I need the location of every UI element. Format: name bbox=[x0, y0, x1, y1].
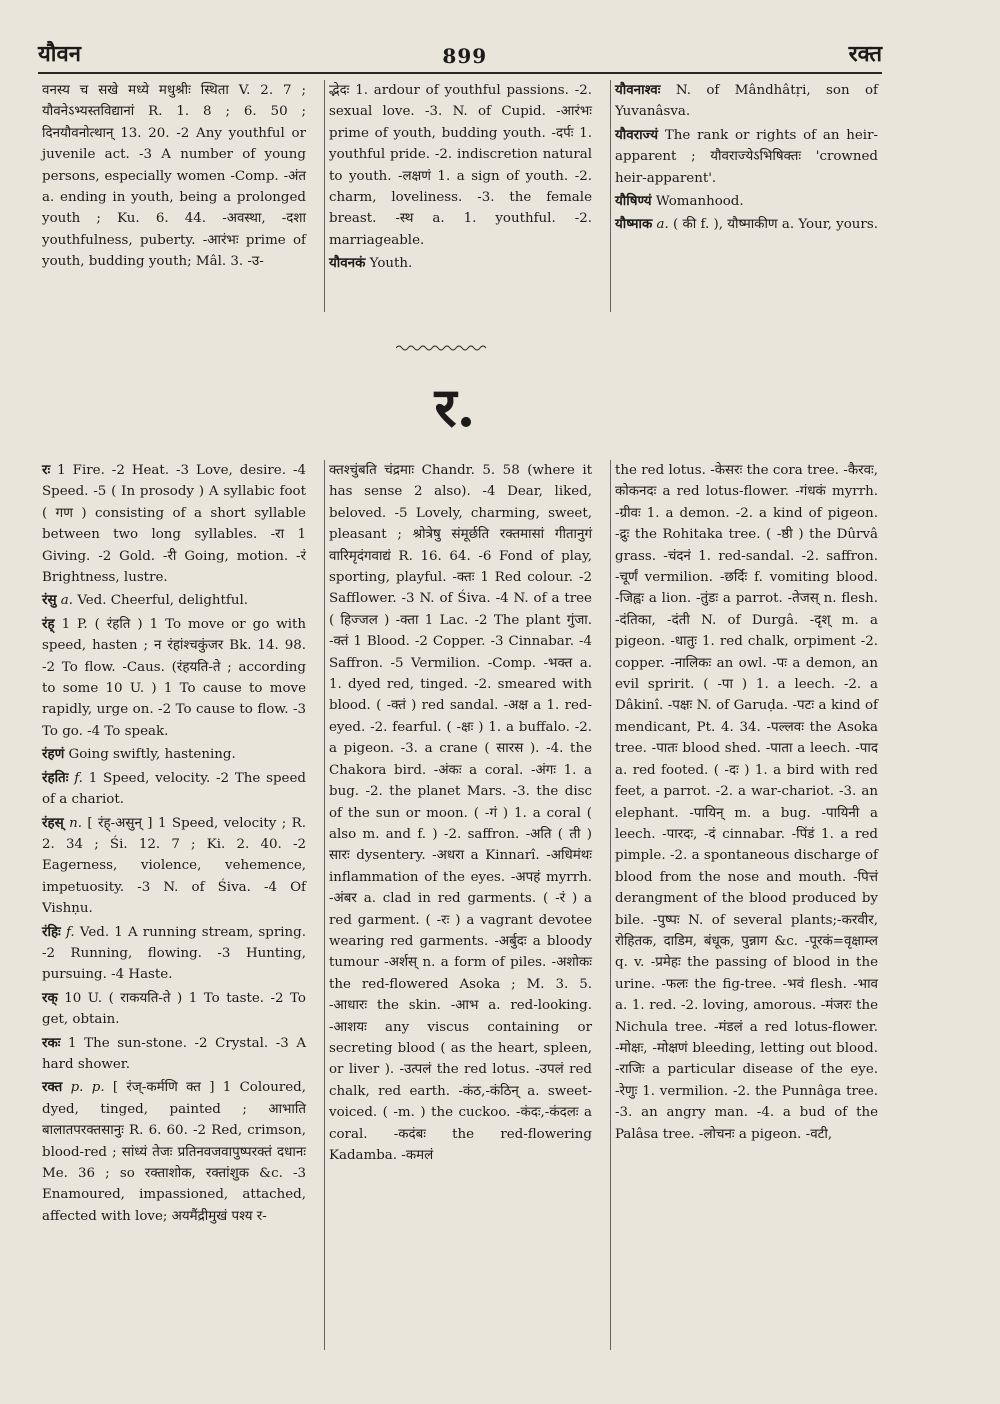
wavy-section-rule bbox=[396, 344, 488, 352]
dictionary-entry: रंहणं Going swiftly, hastening. bbox=[42, 746, 236, 763]
dictionary-entry: रंहस् n. [ रंह्-असुन् ] 1 Speed, velocity ; R. 2. 34 ; Śi. 12. 7 ; Ki. 2. 40. -2 Eagerness, violence, vehemence, impetuosity. -3 N. of Śiva. -4 Of Vishṇu. bbox=[42, 814, 306, 917]
entry-headword: रंहस् bbox=[42, 814, 64, 831]
dictionary-entry: रंहिः f. Ved. 1 A running stream, spring. -2 Running, flowing. -3 Hunting, pursuing. -4 Haste. bbox=[42, 923, 307, 983]
top-column-2 bbox=[324, 80, 596, 312]
dictionary-entry: यौवनाश्वः N. of Mândhâtṛi, son of Yuvanâsva. bbox=[615, 82, 878, 120]
entry-headword: रक्त bbox=[42, 1079, 63, 1096]
dictionary-entry: रक्त p. p. [ रंज्-कर्मणि क्त ] 1 Coloured, dyed, tinged, painted ; आभाति बालातपरक्तसानुः R. 6. 60. -2 Red, crimson, blood-red ; सांध्यं तेजः प्रतिनवजवापुष्परक्तं दधानः Me. 36 ; so रक्ताशोक, रक्तांशुक &c. -3 Enamoured, impassioned, attached, affected with love; अयमैंद्रीमुखं पश्य र- bbox=[42, 1079, 306, 1224]
entry-headword: रंसु bbox=[42, 592, 57, 609]
dictionary-entry: रंसु a. Ved. Cheerful, delightful. bbox=[42, 592, 249, 609]
entry-headword: यौवनाश्वः bbox=[615, 82, 661, 98]
dictionary-entry: रंह् 1 P. ( रंहति ) 1 To move or go with speed, hasten ; न रंहांश्चकुंजर Bk. 14. 98. -2 To flow. -Caus. (रंहयति-ते ; according to some 10 U. ) 1 To cause to move rapidly, urge on. -2 To cause to flow. -3 To go. -4 To speak. bbox=[42, 615, 306, 739]
entry-headword: रंह् bbox=[42, 615, 55, 632]
dictionary-entry: the red lotus. -केसरः the cora tree. -कैरवः, कोकनदः a red lotus-flower. -गंधकं myrrh. -ग्रीवः 1. a demon. -2. a kind of pigeon. -द्रुः the Rohitaka tree. ( -ष्ठी ) the Dûrvâ grass. -चंदनं 1. red-sandal. -2. saffron. -चूर्णं vermilion. -छर्दिः f. vomiting blood. -जिह्वः a lion. -तुंडः a parrot. -तेजस् n. flesh. -दंतिका, -दंती N. of Durgâ. -दृश् m. a pigeon. -धातुः 1. red chalk, orpiment -2. copper. -नालिकः an owl. -पः a demon, an evil spririt. ( -पा ) 1. a leech. -2. a Dâkinî. -पक्षः N. of Garuḍa. -पटः a kind of mendicant, Pt. 4. 34. -पल्लवः the Asoka tree. -पातः blood shed. -पाता a leech. -पाद a. red footed. ( -दः ) 1. a bird with red feet, a parrot. -2. a war-chariot. -3. an elephant. -पायिन् m. a bug. -पायिनी a leech. -पारदः, -दं cinnabar. -पिंडं 1. a red pimple. -2. a spontaneous discharge of blood from the nose and mouth. -पित्तं derangment of the blood produced by bile. -पुष्पः N. of several plants;-करवीर, रोहितक, दाडिम, बंधूक, पुन्नाग &c. -पूरकं=वृक्षाम्ल q. v. -प्रमेहः the passing of blood in the urine. -फलः the fig-tree. -भवं flesh. -भाव a. 1. red. -2. loving, amorous. -मंजरः the Nichula tree. -मंडलं a red lotus-flower. -मोक्षः, -मोक्षणं bleeding, letting out blood. -राजिः a particular disease of the eye. -रेणुः 1. vermilion. -2. the Punnâga tree. -3. an angry man. -4. a bud of the Palâsa tree. -लोचनः a pigeon. -वटी, bbox=[615, 463, 878, 1142]
dictionary-entry: यौवराज्यं The rank or rights of an heir-apparent ; यौवराज्येऽभिषिक्तः 'crowned heir-apparent'. bbox=[615, 126, 878, 186]
entry-pos: n. bbox=[69, 815, 82, 831]
entry-pos: a. bbox=[60, 593, 74, 609]
entry-pos: p. p. bbox=[70, 1080, 105, 1096]
dictionary-entry: यौवनकं Youth. bbox=[329, 255, 413, 272]
bottom-column-block bbox=[38, 460, 882, 1350]
entry-headword: रंहतिः bbox=[42, 769, 69, 786]
top-column-block bbox=[38, 80, 882, 312]
top-column-1 bbox=[38, 80, 310, 312]
entry-headword: यौष्माक bbox=[615, 216, 653, 233]
dictionary-entry: यौषिण्यं Womanhood. bbox=[615, 193, 744, 210]
entry-pos: a. bbox=[656, 217, 669, 233]
dictionary-entry: रकः 1 The sun-stone. -2 Crystal. -3 A hard shower. bbox=[42, 1034, 306, 1072]
entry-pos: f. bbox=[74, 770, 83, 786]
entry-headword: यौवनकं bbox=[329, 255, 366, 272]
left-running-headword: यौवन bbox=[38, 41, 81, 67]
entry-headword: रंहिः bbox=[42, 923, 61, 940]
top-column-3 bbox=[610, 80, 882, 312]
dictionary-entry: रक् 10 U. ( राकयति-ते ) 1 To taste. -2 To get, obtain. bbox=[42, 989, 306, 1028]
section-letter-heading: र. bbox=[434, 375, 476, 439]
right-running-headword: रक्त bbox=[848, 41, 882, 67]
dictionary-entry: वनस्य च सखे मध्ये मधुश्रीः स्थिता V. 2. 7 ; यौवनेऽभ्यस्तविद्यानां R. 1. 8 ; 6. 50 ; दिनयौवनोत्थान् 13. 20. -2 Any youthful or juvenile act. -3 A number of young persons, especially women -Comp. -अंत a. ending in youth, being a prolonged youth ; Ku. 6. 44. -अवस्था, -दशा youthfulness, puberty. -आरंभः prime of youth, budding youth; Mâl. 3. -उ- bbox=[42, 83, 306, 270]
entry-headword: रंहणं bbox=[42, 746, 65, 763]
page-number: 899 bbox=[442, 44, 488, 68]
bottom-column-1 bbox=[38, 460, 310, 1350]
dictionary-entry: द्भेदः 1. ardour of youthful passions. -2. sexual love. -3. N. of Cupid. -आरंभः prime of youth, budding youth. -दर्पः 1. youthful pride. -2. indiscretion natural to youth. -लक्षणं 1. a sign of youth. -2. charm, loveliness. -3. the female breast. -स्थ a. 1. youthful. -2. marriageable. bbox=[329, 83, 592, 248]
entry-headword: यौवराज्यं bbox=[615, 126, 659, 143]
bottom-column-3 bbox=[610, 460, 882, 1350]
dictionary-entry: रंहतिः f. 1 Speed, velocity. -2 The speed of a chariot. bbox=[42, 769, 306, 808]
entry-headword: यौषिण्यं bbox=[615, 193, 652, 210]
dictionary-entry: यौष्माक a. ( की f. ), यौष्माकीण a. Your, yours. bbox=[615, 216, 878, 233]
entry-headword: रकः bbox=[42, 1034, 61, 1051]
dictionary-entry: क्तश्चुंबति चंद्रमाः Chandr. 5. 58 (where it has sense 2 also). -4 Dear, liked, beloved. -5 Lovely, charming, sweet, pleasant ; श्रोत्रेषु संमूर्छति रक्तमासां गीतानुगं वारिमृदंगवाद्यं R. 16. 64. -6 Fond of play, sporting, playful. -क्तः 1 Red colour. -2 Safflower. -3 N. of Śiva. -4 N. of a tree ( हिज्जल ) -क्ता 1 Lac. -2 The plant गुंजा. -क्तं 1 Blood. -2 Copper. -3 Cinnabar. -4 Saffron. -5 Vermilion. -Comp. -भक्त a. 1. dyed red, tinged. -2. smeared with blood. ( -क्तं ) red sandal. -अक्ष a 1. red-eyed. -2. fearful. ( -क्षः ) 1. a buffalo. -2. a pigeon. -3. a crane ( सारस ). -4. the Chakora bird. -अंकः a coral. -अंगः 1. a bug. -2. the planet Mars. -3. the disc of the sun or moon. ( -गं ) 1. a coral ( also m. and f. ) -2. saffron. -अति ( ती ) सारः dysentery. -अधरा a Kinnarî. -अधिमंथः inflammation of the eyes. -अपहं myrrh. -अंबर a. clad in red garments. ( -रं ) a red garment. ( -रः ) a vagrant devotee wearing red garments. -अर्बुदः a bloody tumour -अर्शस् n. a form of piles. -अशोकः the red-flowered Asoka ; M. 3. 5. -आधारः the skin. -आभ a. red-looking. -आशयः any viscus containing or secreting blood ( as the heart, spleen, or liver ). -उत्पलं the red lotus. -उपलं red chalk, red earth. -कंठ,-कंठिन् a. sweet-voiced. ( -m. ) the cuckoo. -कंदः,-कंदलः a coral. -कदंबः the red-flowering Kadamba. -कमलं bbox=[329, 463, 592, 1163]
entry-headword: रः bbox=[42, 462, 51, 478]
entry-pos: f. bbox=[65, 924, 75, 940]
page-header bbox=[38, 28, 882, 74]
bottom-column-2 bbox=[324, 460, 596, 1350]
dictionary-entry: रः 1 Fire. -2 Heat. -3 Love, desire. -4 Speed. -5 ( In prosody ) A syllabic foot ( गण ) consisting of a short syllable between two long syllables. -रा 1 Giving. -2 Gold. -री Going, motion. -रं Brightness, lustre. bbox=[42, 462, 306, 586]
entry-headword: रक् bbox=[42, 989, 58, 1006]
